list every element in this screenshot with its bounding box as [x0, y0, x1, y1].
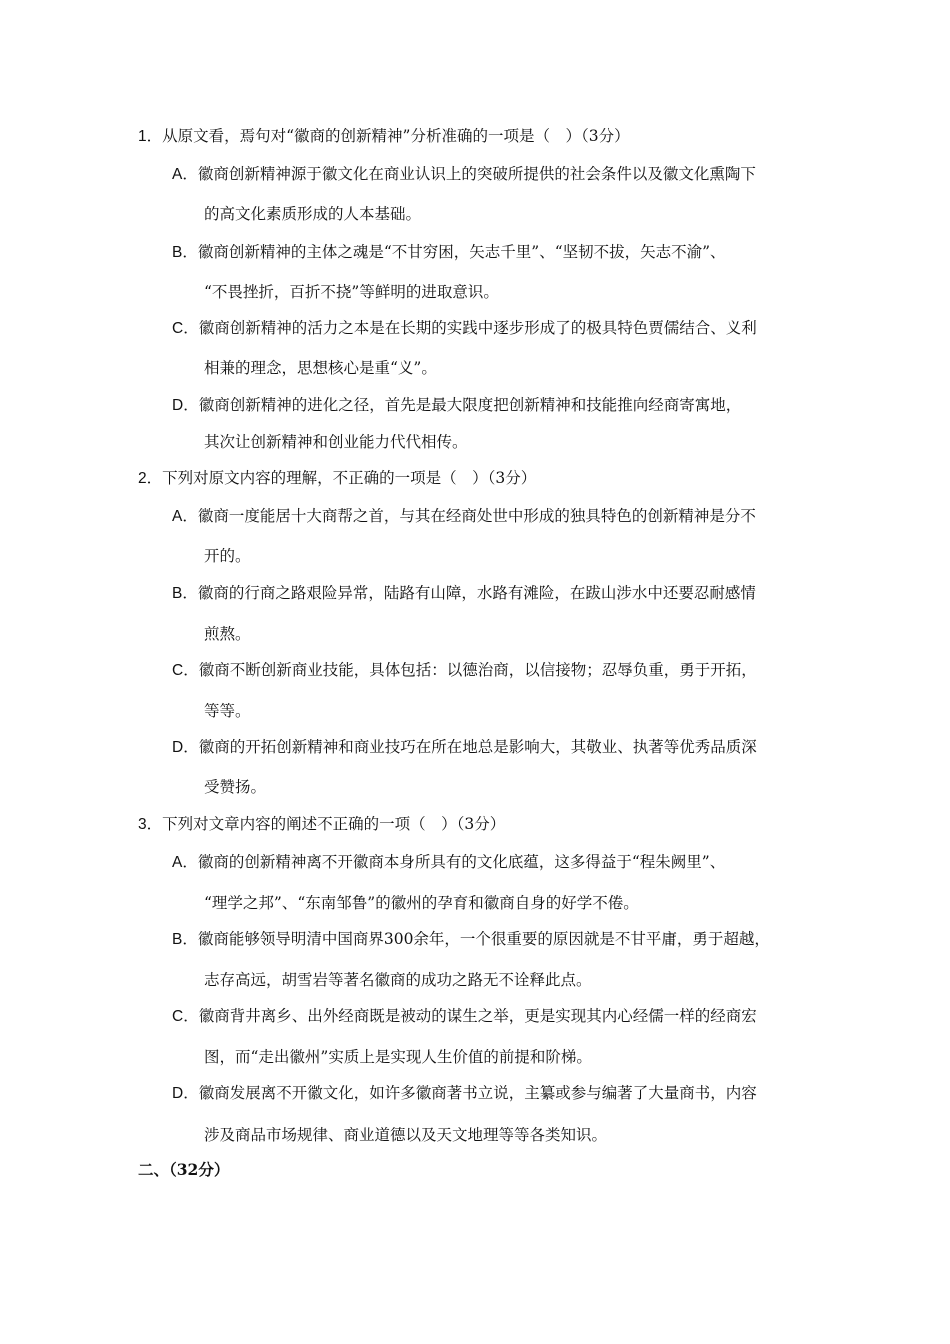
option-text: 徽商能够领导明清中国商界300余年，一个很重要的原因就是不甘平庸，勇于超越， — [197, 930, 770, 948]
option-letter: B． — [172, 585, 198, 602]
section-heading: 二、（32分） — [138, 1160, 230, 1179]
question-text: 下列对原文内容的理解，不正确的一项是（ ）（3分） — [162, 469, 537, 487]
q2-option-d — [172, 737, 757, 758]
q3-option-a-cont: “理学之邦”、“东南邹鲁”的徽州的孕育和徽商自身的好学不倦。 — [204, 894, 639, 912]
q2-option-c — [172, 660, 757, 681]
option-text: 徽商的行商之路艰险异常，陆路有山障，水路有滩险，在跋山涉水中还要忍耐感情 — [197, 584, 756, 602]
option-letter: A． — [172, 854, 198, 871]
option-text: 徽商背井离乡、出外经商既是被动的谋生之举，更是实现其内心经儒一样的经商宏 — [198, 1007, 757, 1025]
q1-option-c — [172, 318, 757, 339]
option-text: 徽商创新精神的进化之径，首先是最大限度把创新精神和技能推向经商寄寓地， — [198, 396, 742, 414]
q3-option-d — [172, 1083, 757, 1104]
q3-option-c — [172, 1006, 757, 1027]
option-text: 徽商的创新精神离不开徽商本身所具有的文化底蕴，这多得益于“程朱阙里”、 — [197, 853, 726, 871]
q2-option-d-cont: 受赞扬。 — [204, 778, 267, 796]
option-letter: D． — [172, 739, 199, 756]
question-text: 下列对文章内容的阐述不正确的一项（ ）（3分） — [162, 815, 506, 833]
option-text: 徽商创新精神的主体之魂是“不甘穷困，矢志千里”、“坚韧不拔，矢志不渝”、 — [197, 243, 726, 261]
q1-option-a — [172, 164, 756, 185]
q3-option-b — [172, 929, 770, 950]
option-letter: C． — [172, 662, 199, 679]
q3-option-d-cont: 涉及商品市场规律、商业道德以及天文地理等等各类知识。 — [204, 1126, 608, 1144]
q3-option-b-cont: 志存高远，胡雪岩等著名徽商的成功之路无不诠释此点。 — [204, 971, 592, 989]
q2-option-a-cont: 开的。 — [204, 547, 251, 565]
q2-option-b — [172, 583, 756, 604]
question-1-stem — [138, 126, 630, 147]
option-letter: C． — [172, 320, 199, 337]
option-letter: A． — [172, 166, 198, 183]
option-text: 徽商的开拓创新精神和商业技巧在所在地总是影响大，其敬业、执著等优秀品质深 — [198, 738, 757, 756]
option-letter: A． — [172, 508, 198, 525]
q2-option-c-cont: 等等。 — [204, 702, 251, 720]
q2-option-a — [172, 506, 756, 527]
option-letter: D． — [172, 1085, 199, 1102]
option-text: 徽商不断创新商业技能，具体包括：以德治商，以信接物；忍辱负重，勇于开拓， — [198, 661, 757, 679]
option-text: 徽商创新精神的活力之本是在长期的实践中逐步形成了的极具特色贾儒结合、义利 — [198, 319, 757, 337]
option-text: 徽商创新精神源于徽文化在商业认识上的突破所提供的社会条件以及徽文化熏陶下 — [197, 165, 756, 183]
question-number: 1． — [138, 128, 163, 145]
question-number: 2． — [138, 470, 163, 487]
option-letter: D． — [172, 397, 199, 414]
option-text: 徽商一度能居十大商帮之首，与其在经商处世中形成的独具特色的创新精神是分不 — [197, 507, 756, 525]
question-text: 从原文看，焉句对“徽商的创新精神”分析准确的一项是（ ）（3分） — [162, 127, 630, 145]
question-number: 3． — [138, 816, 163, 833]
q1-option-b — [172, 242, 726, 263]
q2-option-b-cont: 煎熬。 — [204, 625, 251, 643]
q1-option-d — [172, 395, 741, 416]
q1-option-b-cont: “不畏挫折，百折不挠”等鲜明的进取意识。 — [204, 283, 499, 301]
option-text: 徽商发展离不开徽文化，如许多徽商著书立说，主纂或参与编著了大量商书，内容 — [198, 1084, 757, 1102]
question-3-stem — [138, 814, 505, 835]
option-letter: C． — [172, 1008, 199, 1025]
q1-option-d-cont: 其次让创新精神和创业能力代代相传。 — [204, 433, 468, 451]
question-2-stem — [138, 468, 536, 489]
q3-option-c-cont: 图，而“走出徽州”实质上是实现人生价值的前提和阶梯。 — [204, 1048, 592, 1066]
q3-option-a — [172, 852, 725, 873]
option-letter: B． — [172, 931, 198, 948]
q1-option-a-cont: 的高文化素质形成的人本基础。 — [204, 205, 422, 223]
q1-option-c-cont: 相兼的理念，思想核心是重“义”。 — [204, 359, 437, 377]
option-letter: B． — [172, 244, 198, 261]
